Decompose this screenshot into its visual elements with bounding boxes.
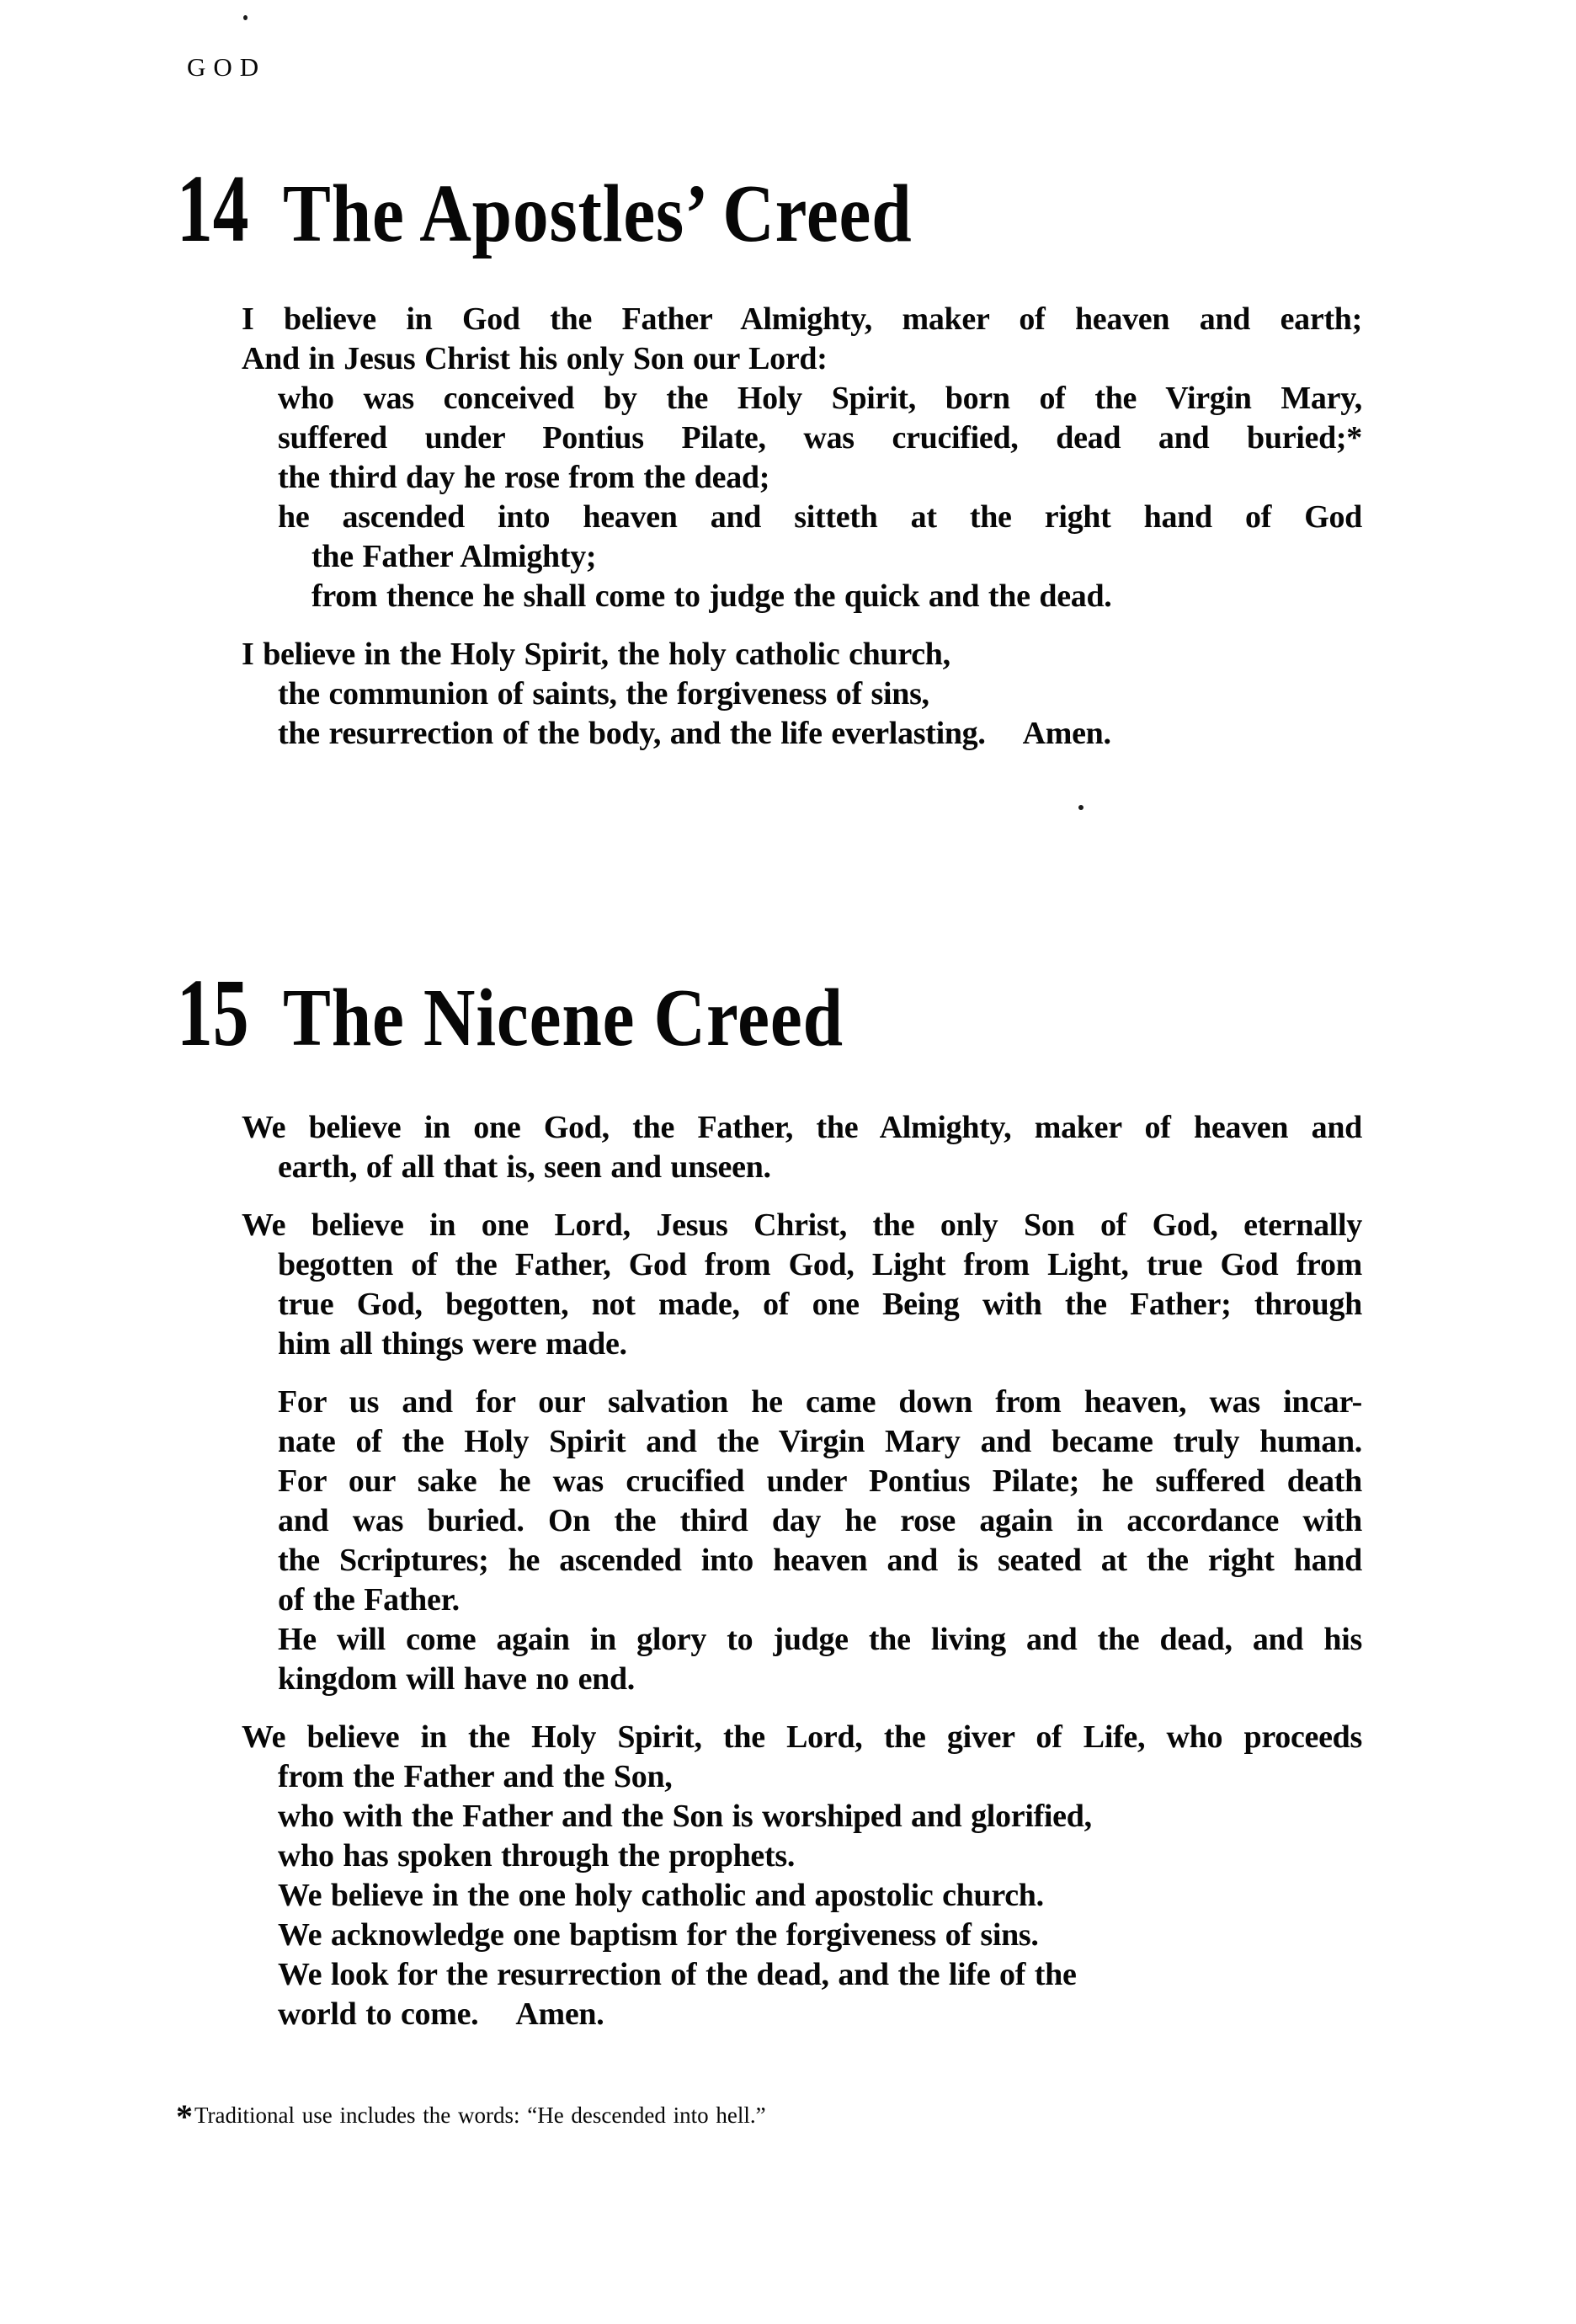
creed-line	[242, 635, 1362, 674]
creed-line-text: who has spoken through the prophets.	[278, 1838, 796, 1874]
creed-text	[242, 1108, 1362, 2034]
creed-line	[242, 537, 1362, 577]
creed-line-text: earth, of all that is, seen and unseen.	[278, 1149, 771, 1185]
creed-line-text: I believe in God the Father Almighty, maker of heaven and earth;	[242, 301, 1362, 337]
creed-line	[242, 1325, 1362, 1364]
footnote-text: Traditional use includes the words: “He descended into hell.”	[194, 2103, 766, 2128]
creed-line	[242, 339, 1362, 379]
section-heading	[177, 155, 1576, 262]
scan-speck	[243, 15, 248, 20]
hymn-number: 15	[177, 959, 249, 1066]
creed-line	[242, 1462, 1362, 1501]
creed-line	[242, 1501, 1362, 1541]
creed-line	[242, 1383, 1362, 1422]
creed-line	[242, 1955, 1362, 1995]
footnote	[176, 2097, 766, 2135]
creed-line	[242, 1422, 1362, 1462]
hymn-title: The Apostles’ Creed	[283, 168, 913, 259]
scan-speck	[1078, 805, 1084, 810]
creed-line-text: who was conceived by the Holy Spirit, born of the Virgin Mary,	[278, 381, 1362, 416]
creed-line-text: from thence he shall come to judge the quick and the dead.	[311, 578, 1112, 614]
creed-text	[242, 300, 1362, 754]
creed-line-text: and was buried. On the third day he rose again in accordance with	[278, 1503, 1362, 1538]
creed-line	[242, 1718, 1362, 1757]
creed-line-text: We believe in the one holy catholic and apostolic church.	[278, 1878, 1044, 1913]
creed-line-text: from the Father and the Son,	[278, 1759, 673, 1794]
creed-line-text: He will come again in glory to judge the living and the dead, and his	[278, 1622, 1362, 1657]
creed-line	[242, 379, 1362, 418]
creed-line-text: begotten of the Father, God from God, Light from Light, true God from	[278, 1247, 1362, 1282]
creed-line-text: I believe in the Holy Spirit, the holy catholic church,	[242, 637, 950, 672]
creed-line	[242, 1876, 1362, 1916]
creed-line	[242, 1541, 1362, 1580]
creed-line-text: of the Father.	[278, 1582, 460, 1618]
hymn-number: 14	[177, 155, 249, 262]
section-apostles-creed	[0, 155, 1576, 754]
creed-line-text: nate of the Holy Spirit and the Virgin Mary and became truly human.	[278, 1424, 1362, 1459]
creed-line	[242, 674, 1362, 714]
section-nicene-creed	[0, 959, 1576, 2034]
creed-line	[242, 1995, 1362, 2034]
creed-line	[242, 1148, 1362, 1187]
creed-line	[242, 418, 1362, 458]
hymn-title: The Nicene Creed	[283, 973, 844, 1063]
creed-line-text: the Father Almighty;	[311, 539, 597, 574]
creed-line-text: And in Jesus Christ his only Son our Lord:	[242, 341, 828, 376]
creed-line-text: the third day he rose from the dead;	[278, 460, 770, 495]
creed-line	[242, 1206, 1362, 1245]
footnote-asterisk: *	[176, 2097, 193, 2135]
creed-line-text: world to come.	[278, 1996, 479, 2032]
creed-line-text: We acknowledge one baptism for the forgiveness of sins.	[278, 1917, 1039, 1953]
creed-line	[242, 458, 1362, 498]
creed-line	[242, 300, 1362, 339]
creed-line	[242, 1797, 1362, 1836]
creed-line	[242, 1108, 1362, 1148]
creed-line-text: kingdom will have no end.	[278, 1661, 635, 1697]
creed-line	[242, 1620, 1362, 1660]
creed-line-text: suffered under Pontius Pilate, was crucified, dead and buried;*	[278, 420, 1362, 456]
creed-line	[242, 1836, 1362, 1876]
creed-line-text: We look for the resurrection of the dead, and the life of the	[278, 1957, 1077, 1992]
creed-line-text: We believe in one Lord, Jesus Christ, the only Son of God, eternally	[242, 1207, 1362, 1243]
creed-line-text: the Scriptures; he ascended into heaven and is seated at the right hand	[278, 1543, 1362, 1578]
creed-line	[242, 1916, 1362, 1955]
creed-line-text: the resurrection of the body, and the life everlasting.	[278, 716, 986, 751]
creed-line	[242, 714, 1362, 754]
creed-line-text: who with the Father and the Son is worshiped and glorified,	[278, 1799, 1092, 1834]
creed-line-text: For us and for our salvation he came down from heaven, was incar-	[278, 1384, 1362, 1420]
amen-response: Amen.	[1022, 716, 1111, 751]
creed-line-text: true God, begotten, not made, of one Being with the Father; through	[278, 1287, 1362, 1322]
amen-response: Amen.	[515, 1996, 604, 2032]
creed-line-text: For our sake he was crucified under Pontius Pilate; he suffered death	[278, 1463, 1362, 1499]
creed-line-text: We believe in the Holy Spirit, the Lord, the giver of Life, who proceeds	[242, 1719, 1362, 1755]
section-heading	[177, 959, 1576, 1066]
creed-line	[242, 577, 1362, 616]
running-head: GOD	[187, 52, 267, 82]
creed-line	[242, 1580, 1362, 1620]
creed-line-text: he ascended into heaven and sitteth at the right hand of God	[278, 499, 1362, 535]
creed-line	[242, 1245, 1362, 1285]
creed-line-text: him all things were made.	[278, 1326, 627, 1362]
creed-line	[242, 498, 1362, 537]
creed-line-text: the communion of saints, the forgiveness of sins,	[278, 676, 929, 712]
creed-line	[242, 1285, 1362, 1325]
creed-line-text: We believe in one God, the Father, the Almighty, maker of heaven and	[242, 1110, 1362, 1145]
creed-line	[242, 1660, 1362, 1699]
creed-line	[242, 1757, 1362, 1797]
